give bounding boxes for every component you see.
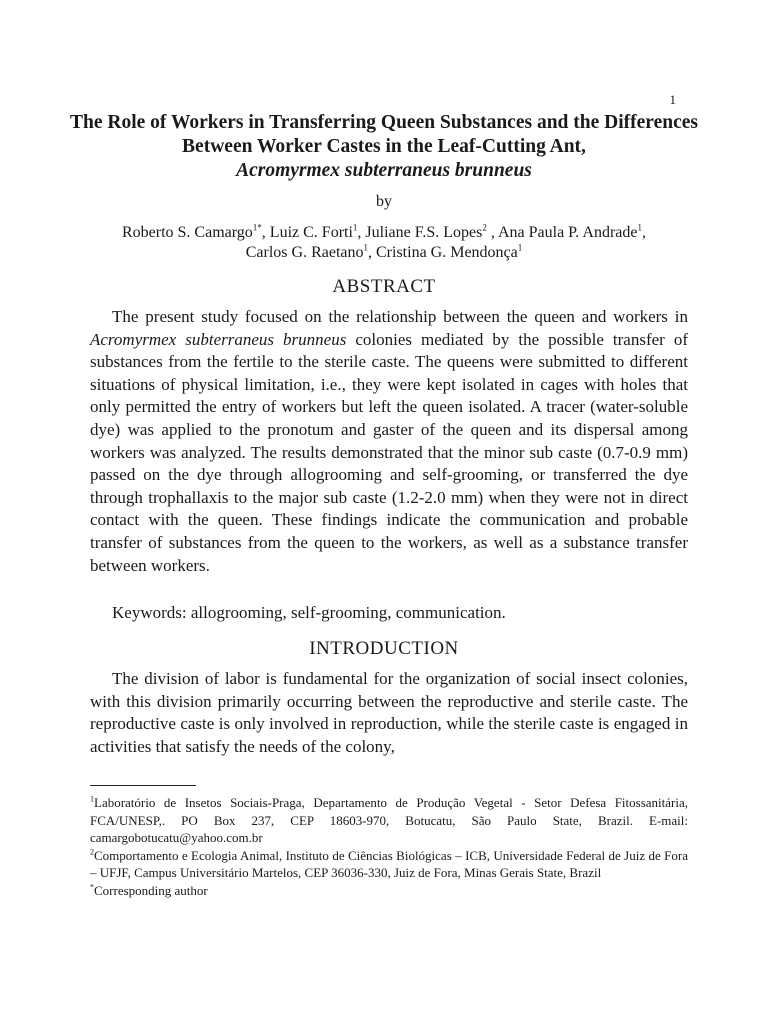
footnote-text: Comportamento e Ecologia Animal, Instituto de Ciências Biológicas – ICB, Universidade Federal de Juiz de Fora – UFJF, Campus Universitário Martelos, CEP 36036-330, Juiz de Fora, Minas Gerais State, Brazil [90, 847, 688, 880]
abstract-text: The present study focused on the relationship between the queen and workers in [112, 307, 688, 326]
author-name: Roberto S. Camargo [121, 224, 253, 241]
keywords: Keywords: allogrooming, self-grooming, communication. [112, 603, 506, 622]
footnote-mark: 1 [90, 794, 94, 804]
abstract-species: Acromyrmex subterraneus brunneus [90, 329, 347, 349]
footnote-mark: 2 [90, 847, 94, 857]
author-list [70, 223, 698, 263]
title-main: The Role of Workers in Transferring Queen Substances and the Differences Between Worker Castes in the Leaf-Cutting Ant, [70, 112, 698, 157]
page-number: 1 [669, 92, 676, 107]
footnote-mark: * [90, 882, 94, 892]
byline: by [376, 193, 392, 210]
article-title [70, 111, 698, 183]
author-line-1 [70, 223, 698, 243]
affiliation-mark: 1* [252, 222, 262, 233]
author-name: Carlos G. Raetano [245, 244, 364, 261]
affiliation-mark: 1 [637, 222, 642, 233]
introduction-paragraph: The division of labor is fundamental for the organization of social insect colonies, with this division primarily occurring between the reproductive and sterile caste. The reproductive caste is only involved in reproduction, while the sterile caste is engaged in activities that satisfy the needs of the colony, [90, 669, 688, 756]
title-species: Acromyrmex subterraneus brunneus [236, 160, 532, 181]
affiliation-mark: 2 [482, 222, 487, 233]
author-name: , Ana Paula P. Andrade [486, 224, 638, 241]
affiliation-mark: 1 [352, 222, 358, 233]
abstract-text-rest: colonies mediated by the possible transfer of substances from the fertile to the sterile caste. The queens were submitted to different situations of physical limitation, i.e., they were kept isolated in cages with holes that only permitted the entry of workers but left the queen isolated. A tracer (water-soluble dye) was applied to the pronotum and gaster of the queen and its dispersal among workers was analyzed. The results demonstrated that the minor sub caste (0.7-0.9 mm) passed on the dye through allogrooming and self-grooming, or transferred the dye through trophallaxis to the major sub caste (1.2-2.0 mm) when they were not in direct contact with the queen. These findings indicate the communication and probable transfer of substances from the queen to the workers, as well as a substance transfer between workers. [90, 329, 688, 575]
abstract-paragraph [90, 306, 688, 577]
author-name: , Juliane F.S. Lopes [357, 224, 483, 241]
affiliation-mark: 1 [363, 242, 368, 253]
footnote-1 [90, 794, 688, 847]
footnote-3 [90, 882, 688, 900]
abstract-heading: ABSTRACT [332, 276, 436, 297]
author-name: , Cristina G. Mendonça [368, 244, 518, 261]
footnote-2 [90, 847, 688, 882]
footnote-divider [90, 785, 196, 786]
author-name: , Luiz C. Forti [261, 224, 353, 241]
introduction-heading: INTRODUCTION [309, 638, 459, 659]
author-line-2 [70, 243, 698, 263]
footnote-text: Laboratório de Insetos Sociais-Praga, Departamento de Produção Vegetal - Setor Defesa Fitossanitária, FCA/UNESP,. PO Box 237, CEP 18603-970, Botucatu, São Paulo State, Brazil. E-mail: camargobotucatu@yahoo.com.br [90, 795, 688, 845]
footnotes [90, 794, 688, 899]
affiliation-mark: 1 [517, 242, 523, 253]
author-separator: , [642, 224, 646, 241]
footnote-text: Corresponding author [94, 882, 208, 898]
